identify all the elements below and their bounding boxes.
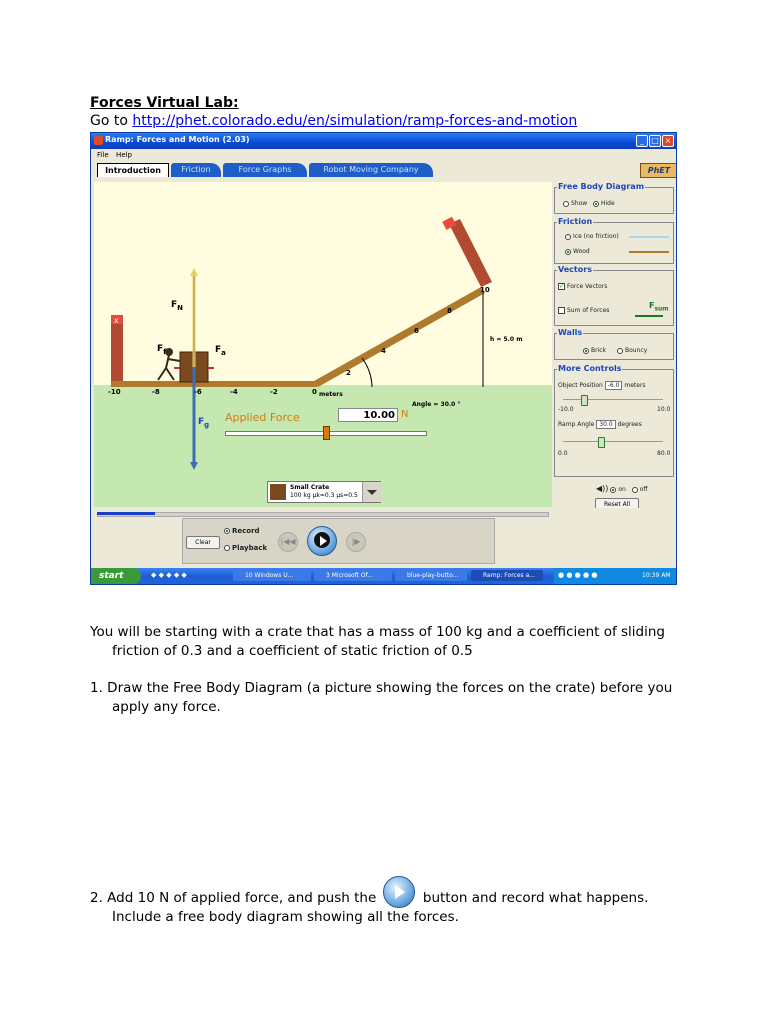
tab-force-graphs[interactable]: Force Graphs [223,163,307,177]
left-wall [111,315,123,385]
angle-label: Angle = 30.0 ° [412,401,461,408]
reset-all-button[interactable]: Reset All [595,498,639,512]
simulation-canvas [94,182,552,507]
axis-tick: -6 [194,388,202,396]
windows-taskbar [91,568,677,584]
fbd-group [554,182,674,214]
vectors-title: Vectors [558,265,592,274]
menu-file[interactable]: File [97,151,109,159]
position-slider-track[interactable] [563,399,663,400]
axis-tick: -2 [270,388,278,396]
more-controls-title: More Controls [558,364,622,373]
fbd-hide-radio[interactable]: Hide [593,200,615,207]
window-title: Ramp: Forces and Motion (2.03) [105,135,250,144]
angle-arc [362,358,372,387]
fsum-arrow [635,315,663,317]
phet-link[interactable]: http://phet.colorado.edu/en/simulation/ramp-forces-and-motion [132,113,578,129]
close-icon[interactable]: × [662,135,674,147]
goto-line [90,113,577,129]
tray-icons[interactable]: ● ● ● ● ● [558,571,598,579]
intro-paragraph: You will be starting with a crate that has a mass of 100 kg and a coefficient of sliding friction of 0.3 and a coefficient of static friction of 0.5 [90,624,665,659]
object-selector[interactable] [267,481,381,503]
sound-controls: ◀)) on off [596,484,648,493]
question-2: 2. Add 10 N of applied force, and push the button and record what happens. Include a free body diagram showing all the forces. [90,888,690,927]
object-position-row: Object Position -6.0 meters [558,382,646,389]
tab-friction[interactable]: Friction [171,163,221,177]
maximize-icon[interactable]: □ [649,135,661,147]
simulation-window [90,132,677,585]
axis-tick: 0 [312,388,317,396]
menu-bar [91,149,677,161]
playback-progress [97,512,155,515]
quick-launch-icons[interactable]: ◆ ◆ ◆ ◆ ◆ [151,571,187,579]
vectors-group [554,265,674,326]
friction-ice-radio[interactable]: Ice (no friction) [565,233,619,240]
friction-wood-radio[interactable]: Wood [565,248,590,255]
taskbar-item[interactable]: Ramp: Forces a... [471,570,543,581]
floor [111,381,317,387]
position-min: -10.0 [558,406,574,413]
app-icon [94,136,103,145]
position-max: 10.0 [657,406,671,413]
tab-robot-moving-company[interactable]: Robot Moving Company [309,163,433,177]
playback-timeline[interactable] [97,512,549,517]
start-button[interactable]: start [91,568,141,584]
ramp-angle-row: Ramp Angle 30.0 degrees [558,421,642,428]
control-panel [554,182,676,512]
phet-logo: PhET [640,163,677,178]
speaker-icon: ◀)) [596,484,609,493]
friction-group [554,217,674,264]
rewind-icon[interactable]: |◀◀ [278,532,298,552]
crate-thumbnail-icon [270,484,286,500]
ramp-angle-input[interactable]: 30.0 [596,420,615,429]
playback-radio[interactable]: Playback [224,544,267,552]
object-name: Small Crate [290,484,330,491]
applied-force-label: Applied Force [225,411,300,424]
question-1: 1. Draw the Free Body Diagram (a picture showing the forces on the crate) before you apply any force. [90,680,673,715]
axis-tick: -10 [108,388,121,396]
applied-force-slider-thumb[interactable] [323,426,330,440]
ff-label: $F_f$ [157,344,167,356]
record-radio[interactable]: Record [224,527,260,535]
ramp-tick: 8 [447,307,452,315]
playback-area [91,508,677,568]
meters-label: meters [319,391,343,398]
angle-slider-thumb[interactable] [598,437,605,448]
walls-brick-radio[interactable]: Brick [583,347,606,354]
object-position-input[interactable]: -6.0 [605,381,623,390]
taskbar-item[interactable]: 3 Microsoft Of... [314,570,392,581]
axis-tick: -8 [152,388,160,396]
goto-prefix: Go to [90,113,128,129]
walls-bouncy-radio[interactable]: Bouncy [617,347,647,354]
system-tray [554,568,677,584]
step-icon[interactable]: |▶ [346,532,366,552]
ramp-tick: 6 [414,327,419,335]
walls-group [554,328,674,360]
clock: 10:39 AM [642,572,671,579]
sum-forces-checkbox[interactable]: Sum of Forces [558,307,609,314]
ice-swatch [629,236,669,238]
angle-min: 0.0 [558,450,568,457]
play-button-icon [383,876,415,908]
friction-title: Friction [558,217,593,226]
sound-off-radio[interactable] [632,487,638,493]
minimize-icon[interactable]: _ [636,135,648,147]
fg-label: $F_g$ [198,417,210,429]
height-label: h = 5.0 m [490,336,523,343]
fbd-show-radio[interactable]: Show [563,200,587,207]
object-detail: 100 kg μk=0.3 μs=0.5 [290,492,358,499]
clear-button[interactable]: Clear [186,536,220,549]
taskbar-item[interactable]: 10 Windows U... [233,570,311,581]
chevron-down-icon[interactable] [362,482,381,502]
tab-bar [91,161,677,178]
wood-swatch [629,251,669,253]
taskbar-item[interactable]: blue-play-butto... [395,570,467,581]
page-title: Forces Virtual Lab: [90,95,239,111]
fn-label: $F_N$ [171,300,184,312]
more-controls-group [554,364,674,477]
angle-max: 80.0 [657,450,671,457]
ramp-tick: 4 [381,347,386,355]
ramp-tick: 10 [480,286,490,294]
fa-label: $F_a$ [215,345,226,357]
applied-force-input[interactable]: 10.00 [338,408,398,422]
title-bar [91,133,677,149]
ramp [314,287,485,387]
playback-panel [182,518,495,564]
ramp-tick: 2 [346,369,351,377]
axis-tick: -4 [230,388,238,396]
sound-on-radio[interactable] [610,487,616,493]
play-button[interactable] [307,526,337,556]
fsum-label: $F_{sum}$ [649,301,669,313]
position-slider-thumb[interactable] [581,395,588,406]
menu-help[interactable]: Help [116,151,132,159]
normal-force-arrowhead [190,268,198,276]
force-vectors-checkbox[interactable]: ✓ Force Vectors [559,283,608,290]
svg-text:x: x [114,316,119,325]
right-wall [449,219,492,287]
tab-introduction[interactable]: Introduction [97,163,169,177]
fbd-title: Free Body Diagram [558,182,645,191]
walls-title: Walls [558,328,583,337]
applied-force-unit: N [401,409,409,420]
angle-slider-track[interactable] [563,441,663,442]
